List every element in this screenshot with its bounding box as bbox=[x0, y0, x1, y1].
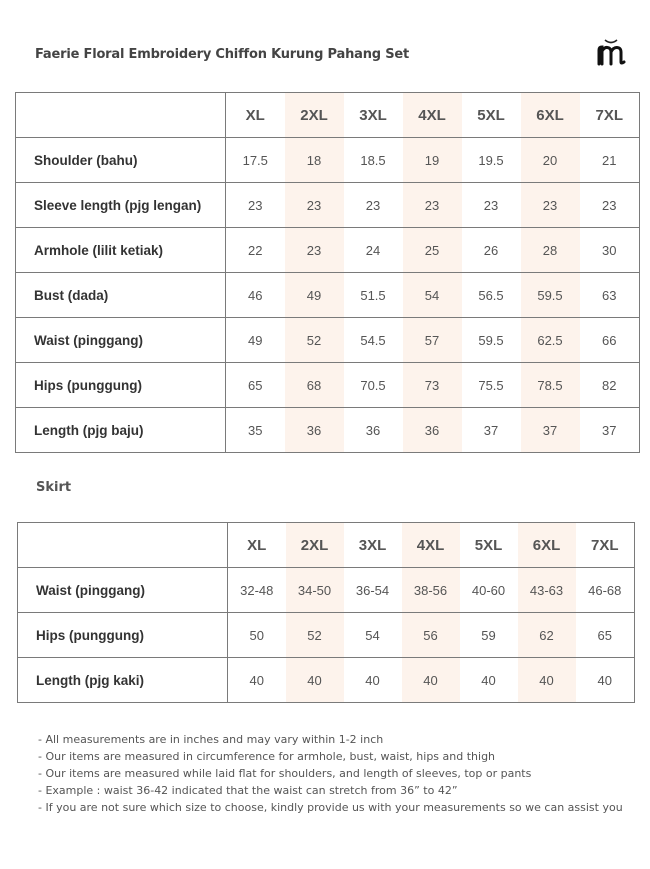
measurement-cell: 57 bbox=[403, 318, 462, 363]
measurement-cell: 19.5 bbox=[462, 138, 521, 183]
measurement-cell: 46 bbox=[226, 273, 285, 318]
measurement-cell: 56 bbox=[402, 613, 460, 658]
measurement-cell: 17.5 bbox=[226, 138, 285, 183]
table-row bbox=[16, 318, 640, 363]
measurement-cell: 54 bbox=[344, 613, 402, 658]
measurement-cell: 22 bbox=[226, 228, 285, 273]
measurement-cell: 24 bbox=[344, 228, 403, 273]
measurement-cell: 46-68 bbox=[576, 568, 635, 613]
size-header: 2XL bbox=[286, 523, 344, 568]
size-header: 6XL bbox=[518, 523, 576, 568]
row-label: Armhole (lilit ketiak) bbox=[16, 228, 226, 273]
measurement-cell: 23 bbox=[521, 183, 580, 228]
table-header-row bbox=[18, 523, 635, 568]
size-header: 7XL bbox=[576, 523, 635, 568]
note-line: - Our items are measured while laid flat for shoulders, and length of sleeves, top or pants bbox=[38, 767, 532, 780]
measurement-notes bbox=[38, 731, 638, 816]
size-header: 5XL bbox=[462, 93, 521, 138]
size-header: XL bbox=[226, 93, 285, 138]
skirt-section-label: Skirt bbox=[36, 480, 72, 495]
size-header: 4XL bbox=[403, 93, 462, 138]
measurement-cell: 49 bbox=[226, 318, 285, 363]
measurement-cell: 20 bbox=[521, 138, 580, 183]
brand-logo-icon bbox=[596, 36, 636, 68]
size-header: 5XL bbox=[460, 523, 518, 568]
row-label: Length (pjg kaki) bbox=[18, 658, 228, 703]
measurement-cell: 40 bbox=[228, 658, 286, 703]
measurement-cell: 37 bbox=[462, 408, 521, 453]
measurement-cell: 62 bbox=[518, 613, 576, 658]
table-row bbox=[16, 408, 640, 453]
measurement-cell: 73 bbox=[403, 363, 462, 408]
measurement-cell: 40-60 bbox=[460, 568, 518, 613]
measurement-cell: 40 bbox=[518, 658, 576, 703]
note-line: - All measurements are in inches and may vary within 1-2 inch bbox=[38, 733, 384, 746]
measurement-cell: 21 bbox=[580, 138, 640, 183]
measurement-cell: 59 bbox=[460, 613, 518, 658]
table-row bbox=[18, 568, 635, 613]
page-title: Faerie Floral Embroidery Chiffon Kurung Pahang Set bbox=[35, 47, 410, 62]
header-corner bbox=[18, 523, 228, 568]
row-label: Hips (punggung) bbox=[16, 363, 226, 408]
size-header: 3XL bbox=[344, 523, 402, 568]
table-row bbox=[16, 138, 640, 183]
measurement-cell: 65 bbox=[576, 613, 635, 658]
measurement-cell: 59.5 bbox=[521, 273, 580, 318]
measurement-cell: 36 bbox=[344, 408, 403, 453]
measurement-cell: 23 bbox=[226, 183, 285, 228]
measurement-cell: 36-54 bbox=[344, 568, 402, 613]
measurement-cell: 19 bbox=[403, 138, 462, 183]
measurement-cell: 62.5 bbox=[521, 318, 580, 363]
row-label: Bust (dada) bbox=[16, 273, 226, 318]
table-header-row bbox=[16, 93, 640, 138]
measurement-cell: 43-63 bbox=[518, 568, 576, 613]
measurement-cell: 54.5 bbox=[344, 318, 403, 363]
row-label: Hips (punggung) bbox=[18, 613, 228, 658]
header-corner bbox=[16, 93, 226, 138]
measurement-cell: 52 bbox=[285, 318, 344, 363]
skirt-size-table bbox=[17, 522, 635, 703]
row-label: Length (pjg baju) bbox=[16, 408, 226, 453]
table-row bbox=[16, 183, 640, 228]
measurement-cell: 40 bbox=[576, 658, 635, 703]
measurement-cell: 36 bbox=[403, 408, 462, 453]
measurement-cell: 40 bbox=[344, 658, 402, 703]
measurement-cell: 32-48 bbox=[228, 568, 286, 613]
row-label: Sleeve length (pjg lengan) bbox=[16, 183, 226, 228]
measurement-cell: 63 bbox=[580, 273, 640, 318]
table-row bbox=[16, 273, 640, 318]
size-header: 3XL bbox=[344, 93, 403, 138]
measurement-cell: 59.5 bbox=[462, 318, 521, 363]
measurement-cell: 23 bbox=[285, 228, 344, 273]
measurement-cell: 52 bbox=[286, 613, 344, 658]
measurement-cell: 18.5 bbox=[344, 138, 403, 183]
row-label: Waist (pinggang) bbox=[16, 318, 226, 363]
measurement-cell: 65 bbox=[226, 363, 285, 408]
measurement-cell: 54 bbox=[403, 273, 462, 318]
top-size-table bbox=[15, 92, 640, 453]
measurement-cell: 40 bbox=[460, 658, 518, 703]
measurement-cell: 30 bbox=[580, 228, 640, 273]
measurement-cell: 25 bbox=[403, 228, 462, 273]
size-header: 2XL bbox=[285, 93, 344, 138]
size-header: 7XL bbox=[580, 93, 640, 138]
measurement-cell: 23 bbox=[580, 183, 640, 228]
measurement-cell: 75.5 bbox=[462, 363, 521, 408]
measurement-cell: 56.5 bbox=[462, 273, 521, 318]
measurement-cell: 37 bbox=[580, 408, 640, 453]
measurement-cell: 82 bbox=[580, 363, 640, 408]
measurement-cell: 66 bbox=[580, 318, 640, 363]
measurement-cell: 36 bbox=[285, 408, 344, 453]
measurement-cell: 78.5 bbox=[521, 363, 580, 408]
measurement-cell: 40 bbox=[286, 658, 344, 703]
measurement-cell: 50 bbox=[228, 613, 286, 658]
measurement-cell: 23 bbox=[462, 183, 521, 228]
measurement-cell: 26 bbox=[462, 228, 521, 273]
table-row bbox=[18, 613, 635, 658]
measurement-cell: 51.5 bbox=[344, 273, 403, 318]
measurement-cell: 70.5 bbox=[344, 363, 403, 408]
size-header: 6XL bbox=[521, 93, 580, 138]
measurement-cell: 37 bbox=[521, 408, 580, 453]
table-row bbox=[16, 363, 640, 408]
measurement-cell: 18 bbox=[285, 138, 344, 183]
measurement-cell: 23 bbox=[344, 183, 403, 228]
row-label: Shoulder (bahu) bbox=[16, 138, 226, 183]
measurement-cell: 38-56 bbox=[402, 568, 460, 613]
table-row bbox=[18, 658, 635, 703]
table-row bbox=[16, 228, 640, 273]
row-label: Waist (pinggang) bbox=[18, 568, 228, 613]
measurement-cell: 35 bbox=[226, 408, 285, 453]
note-line: - Example : waist 36-42 indicated that the waist can stretch from 36” to 42” bbox=[38, 784, 458, 797]
measurement-cell: 34-50 bbox=[286, 568, 344, 613]
measurement-cell: 40 bbox=[402, 658, 460, 703]
note-line: - If you are not sure which size to choose, kindly provide us with your measurements so we can assist you bbox=[38, 801, 623, 814]
size-header: XL bbox=[228, 523, 286, 568]
measurement-cell: 23 bbox=[403, 183, 462, 228]
measurement-cell: 49 bbox=[285, 273, 344, 318]
measurement-cell: 28 bbox=[521, 228, 580, 273]
measurement-cell: 23 bbox=[285, 183, 344, 228]
size-header: 4XL bbox=[402, 523, 460, 568]
measurement-cell: 68 bbox=[285, 363, 344, 408]
note-line: - Our items are measured in circumference for armhole, bust, waist, hips and thigh bbox=[38, 750, 496, 763]
